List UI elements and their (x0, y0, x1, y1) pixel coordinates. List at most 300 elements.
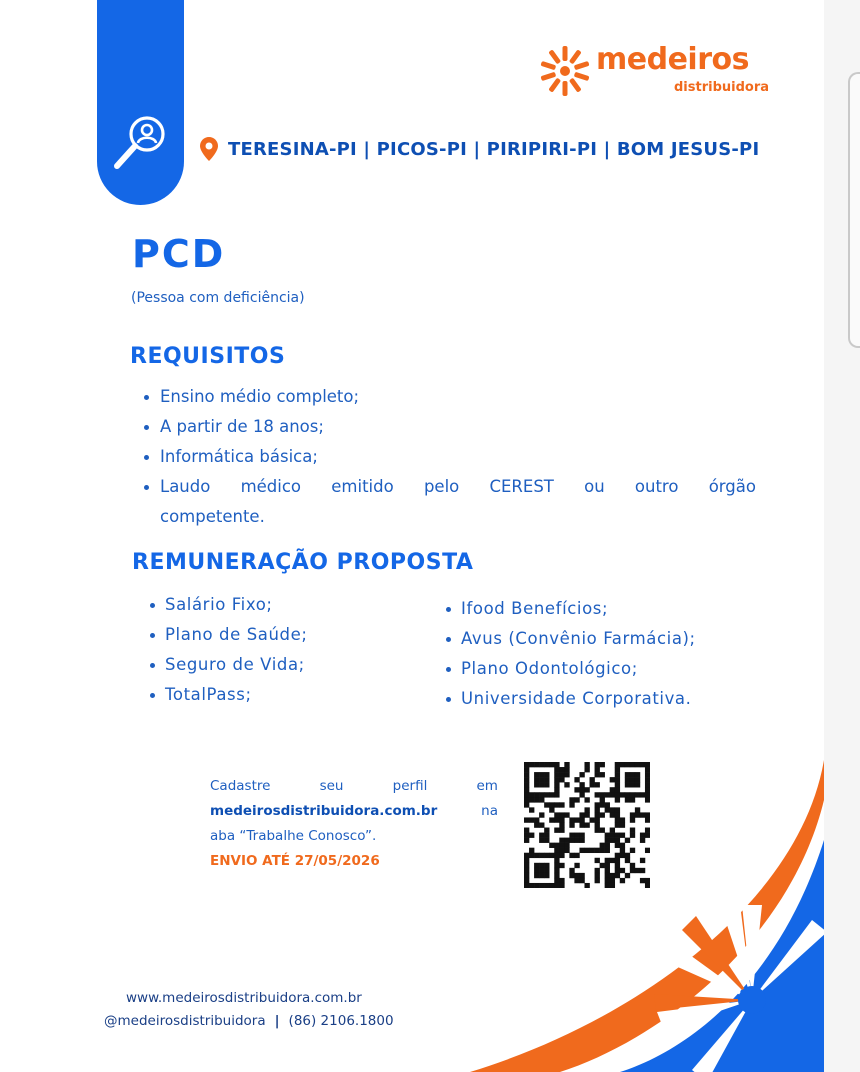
qr-module (574, 878, 579, 883)
qr-module (605, 848, 610, 853)
word: órgão (708, 477, 756, 496)
qr-module (574, 863, 579, 868)
qr-module (645, 792, 650, 797)
qr-module (600, 843, 605, 848)
qr-module (640, 762, 645, 767)
qr-module (600, 797, 605, 802)
qr-module (559, 772, 564, 777)
qr-module (635, 868, 640, 873)
logo-burst-icon (538, 44, 592, 98)
qr-module (529, 817, 534, 822)
qr-module (610, 777, 615, 782)
qr-module (529, 833, 534, 838)
qr-module (605, 843, 610, 848)
qr-module (620, 868, 625, 873)
qr-module (600, 828, 605, 833)
qr-module (539, 812, 544, 817)
qr-module (544, 883, 549, 888)
list-item: Informática básica; (140, 442, 756, 472)
qr-module (620, 762, 625, 767)
qr-module (529, 792, 534, 797)
cta-line (210, 799, 498, 824)
qr-module (635, 807, 640, 812)
qr-module (620, 822, 625, 827)
list-item: Seguro de Vida; (146, 650, 308, 680)
qr-module (645, 797, 650, 802)
person-search-icon (109, 112, 173, 176)
qr-module (584, 767, 589, 772)
brand-name: medeiros (596, 42, 749, 77)
qr-module (579, 812, 584, 817)
qr-module (534, 868, 539, 873)
qr-module (605, 838, 610, 843)
qr-module (615, 782, 620, 787)
qr-module (534, 777, 539, 782)
qr-module (615, 797, 620, 802)
qr-module (584, 822, 589, 827)
qr-module (539, 782, 544, 787)
qr-module (590, 848, 595, 853)
city-list: TERESINA-PI | PICOS-PI | PIRIPIRI-PI | BOM JESUS-PI (228, 138, 760, 160)
qr-module (544, 777, 549, 782)
qr-module (569, 833, 574, 838)
qr-module (544, 873, 549, 878)
qr-module (534, 762, 539, 767)
qr-module (625, 858, 630, 863)
qr-module (640, 868, 645, 873)
word: pelo (423, 477, 460, 496)
qr-module (544, 782, 549, 787)
qr-module (645, 777, 650, 782)
qr-module (569, 817, 574, 822)
qr-module (569, 838, 574, 843)
qr-module (595, 878, 600, 883)
qr-module (524, 762, 529, 767)
qr-module (554, 863, 559, 868)
qr-module (574, 787, 579, 792)
qr-module (620, 792, 625, 797)
qr-module (605, 868, 610, 873)
qr-module (579, 792, 584, 797)
qr-module (554, 858, 559, 863)
qr-module (524, 787, 529, 792)
qr-module (595, 873, 600, 878)
qr-module (615, 873, 620, 878)
qr-module (559, 883, 564, 888)
qr-module (620, 833, 625, 838)
qr-module (529, 797, 534, 802)
qr-module (584, 848, 589, 853)
qr-module (610, 807, 615, 812)
qr-module (554, 802, 559, 807)
qr-module (574, 817, 579, 822)
qr-module (584, 762, 589, 767)
qr-module (579, 787, 584, 792)
qr-module (600, 802, 605, 807)
qr-module (620, 853, 625, 858)
qr-module (554, 878, 559, 883)
qr-module (590, 777, 595, 782)
qr-module (630, 817, 635, 822)
qr-module (615, 792, 620, 797)
qr-module (554, 873, 559, 878)
qr-module (534, 883, 539, 888)
list-item: TotalPass; (146, 680, 308, 710)
qr-module (539, 797, 544, 802)
qr-module (559, 878, 564, 883)
qr-module (640, 878, 645, 883)
qr-module (579, 782, 584, 787)
qr-module (615, 858, 620, 863)
qr-module (564, 838, 569, 843)
qr-module (539, 833, 544, 838)
qr-module (625, 853, 630, 858)
qr-module (605, 873, 610, 878)
footer-separator: | (274, 1013, 280, 1029)
qr-module (534, 853, 539, 858)
qr-module (559, 817, 564, 822)
qr-module (645, 833, 650, 838)
qr-module (549, 843, 554, 848)
qr-module (539, 838, 544, 843)
qr-module (605, 833, 610, 838)
qr-module (554, 812, 559, 817)
qr-module (534, 817, 539, 822)
list-item: A partir de 18 anos; (140, 412, 756, 442)
qr-module (579, 817, 584, 822)
qr-module (584, 807, 589, 812)
qr-module (554, 868, 559, 873)
word: na (481, 803, 498, 819)
qr-module (559, 802, 564, 807)
qr-module (564, 843, 569, 848)
qr-module (595, 812, 600, 817)
qr-module (595, 817, 600, 822)
qr-module (549, 883, 554, 888)
qr-module (524, 833, 529, 838)
qr-module (590, 817, 595, 822)
qr-module (529, 853, 534, 858)
qr-module (640, 792, 645, 797)
qr-module (595, 782, 600, 787)
qr-module (615, 853, 620, 858)
qr-module (534, 863, 539, 868)
qr-module (600, 772, 605, 777)
qr-module (595, 772, 600, 777)
qr-module (544, 762, 549, 767)
list-item: Plano Odontológico; (442, 654, 696, 684)
qr-module (630, 828, 635, 833)
qr-module (524, 782, 529, 787)
qr-module (620, 878, 625, 883)
word: Cadastre (210, 778, 271, 794)
qr-module (615, 843, 620, 848)
qr-module (544, 792, 549, 797)
qr-module (574, 833, 579, 838)
qr-module (615, 812, 620, 817)
benefits-list-right (442, 594, 696, 714)
qr-module (579, 848, 584, 853)
qr-module (524, 767, 529, 772)
qr-module (554, 772, 559, 777)
word: outro (634, 477, 679, 496)
qr-module (569, 802, 574, 807)
qr-module (544, 833, 549, 838)
qr-module (564, 772, 569, 777)
qr-module (559, 853, 564, 858)
word: Laudo (160, 477, 211, 496)
qr-module (559, 822, 564, 827)
qr-module (615, 767, 620, 772)
qr-module (640, 812, 645, 817)
qr-module (524, 817, 529, 822)
qr-module (620, 817, 625, 822)
qr-module (559, 843, 564, 848)
scrollbar-thumb[interactable] (848, 72, 860, 348)
qr-module (610, 828, 615, 833)
qr-module (630, 833, 635, 838)
qr-module (610, 792, 615, 797)
qr-module (630, 772, 635, 777)
qr-module (595, 868, 600, 873)
qr-module (630, 792, 635, 797)
qr-module (554, 848, 559, 853)
qr-module (584, 787, 589, 792)
qr-module (574, 777, 579, 782)
job-title: PCD (132, 232, 226, 276)
qr-module (544, 863, 549, 868)
qr-module (559, 767, 564, 772)
qr-module (539, 853, 544, 858)
benefits-list-left (146, 590, 308, 710)
list-item: Avus (Convênio Farmácia); (442, 624, 696, 654)
qr-module (630, 868, 635, 873)
qr-module (615, 787, 620, 792)
qr-module (645, 772, 650, 777)
qr-module (549, 762, 554, 767)
instagram-handle[interactable]: @medeirosdistribuidora (104, 1013, 266, 1029)
website-link[interactable]: medeirosdistribuidora.com.br (210, 803, 438, 819)
qr-module (610, 858, 615, 863)
qr-module (630, 812, 635, 817)
qr-module (595, 807, 600, 812)
qr-module (584, 797, 589, 802)
qr-module (534, 873, 539, 878)
qr-module (569, 853, 574, 858)
qr-module (610, 787, 615, 792)
qr-module (625, 782, 630, 787)
qr-module (630, 782, 635, 787)
qr-module (615, 772, 620, 777)
qr-module (564, 782, 569, 787)
qr-module (549, 853, 554, 858)
application-instructions (210, 774, 498, 874)
qr-module (600, 762, 605, 767)
list-item: Ensino médio completo; (140, 382, 756, 412)
qr-module (569, 797, 574, 802)
qr-module (539, 863, 544, 868)
qr-module (645, 848, 650, 853)
qr-module (554, 762, 559, 767)
cta-line: aba “Trabalhe Conosco”. (210, 828, 377, 844)
qr-module (645, 787, 650, 792)
qr-module (579, 878, 584, 883)
qr-module (524, 853, 529, 858)
qr-module (635, 792, 640, 797)
qr-module (615, 822, 620, 827)
qr-module (620, 848, 625, 853)
qr-module (584, 883, 589, 888)
qr-module (524, 883, 529, 888)
qr-module (605, 807, 610, 812)
qr-module (574, 873, 579, 878)
requirements-list (140, 382, 756, 532)
qr-module (559, 812, 564, 817)
qr-module (554, 777, 559, 782)
qr-module (595, 767, 600, 772)
qr-module (544, 853, 549, 858)
qr-module (529, 848, 534, 853)
qr-module (559, 863, 564, 868)
qr-module (544, 828, 549, 833)
qr-module (595, 802, 600, 807)
qr-module (564, 812, 569, 817)
qr-module (569, 822, 574, 827)
qr-module (645, 782, 650, 787)
qr-module (600, 848, 605, 853)
qr-module (544, 838, 549, 843)
list-item (140, 472, 756, 532)
qr-module (615, 833, 620, 838)
qr-module (539, 873, 544, 878)
qr-module (615, 863, 620, 868)
qr-module (595, 822, 600, 827)
qr-module (554, 792, 559, 797)
qr-module (625, 838, 630, 843)
word: perfil (392, 778, 428, 794)
qr-module (539, 762, 544, 767)
footer-website[interactable]: www.medeirosdistribuidora.com.br (126, 990, 362, 1006)
qr-module (645, 828, 650, 833)
qr-module (569, 873, 574, 878)
qr-module (529, 883, 534, 888)
qr-module (595, 828, 600, 833)
qr-module (549, 807, 554, 812)
qr-module (615, 807, 620, 812)
word: emitido (331, 477, 394, 496)
qr-module (559, 838, 564, 843)
qr-module (559, 828, 564, 833)
qr-module (620, 843, 625, 848)
qr-module (610, 833, 615, 838)
qr-module (529, 762, 534, 767)
qr-module (539, 777, 544, 782)
qr-module (630, 762, 635, 767)
list-item: Universidade Corporativa. (442, 684, 696, 714)
qr-module (605, 802, 610, 807)
qr-module (559, 777, 564, 782)
qr-module (610, 838, 615, 843)
word: CEREST (489, 477, 554, 496)
list-item-line: competente. (160, 507, 265, 526)
qr-module (539, 792, 544, 797)
company-logo (538, 42, 770, 100)
qr-module (610, 878, 615, 883)
brand-subtitle: distribuidora (674, 80, 770, 95)
qr-module (630, 797, 635, 802)
qr-module (544, 802, 549, 807)
qr-module (605, 792, 610, 797)
qr-module (524, 878, 529, 883)
header-badge (97, 0, 184, 205)
qr-module (625, 792, 630, 797)
qr-module (595, 858, 600, 863)
qr-module (539, 868, 544, 873)
qr-module (630, 777, 635, 782)
qr-module (595, 792, 600, 797)
qr-module (645, 817, 650, 822)
qr-module (600, 863, 605, 868)
qr-module (610, 812, 615, 817)
qr-module (524, 868, 529, 873)
qr-module (635, 772, 640, 777)
qr-module (595, 762, 600, 767)
qr-module (564, 762, 569, 767)
locations-line (200, 137, 759, 161)
qr-module (605, 863, 610, 868)
qr-module (574, 838, 579, 843)
requirements-heading: REQUISITOS (130, 344, 286, 369)
job-subtitle: (Pessoa com deficiência) (131, 290, 305, 306)
qr-module (539, 772, 544, 777)
list-item: Salário Fixo; (146, 590, 308, 620)
qr-module (640, 858, 645, 863)
qr-module (645, 883, 650, 888)
phone-number[interactable]: (86) 2106.1800 (288, 1013, 394, 1029)
qr-module (610, 883, 615, 888)
qr-module (584, 812, 589, 817)
qr-module (554, 767, 559, 772)
qr-module (564, 767, 569, 772)
qr-module (600, 812, 605, 817)
qr-module (564, 848, 569, 853)
qr-module (524, 838, 529, 843)
deadline-text: ENVIO ATÉ 27/05/2026 (210, 853, 380, 869)
qr-module (554, 828, 559, 833)
qr-module (534, 797, 539, 802)
qr-module (605, 878, 610, 883)
qr-module (559, 848, 564, 853)
qr-module (524, 802, 529, 807)
word: seu (319, 778, 344, 794)
qr-module (635, 762, 640, 767)
qr-module (524, 797, 529, 802)
qr-module (579, 873, 584, 878)
qr-module (605, 883, 610, 888)
qr-module (640, 838, 645, 843)
qr-module (524, 873, 529, 878)
qr-module (625, 772, 630, 777)
qr-code[interactable] (524, 762, 650, 888)
qr-module (549, 817, 554, 822)
map-pin-icon (200, 137, 218, 161)
qr-module (524, 772, 529, 777)
qr-module (554, 817, 559, 822)
word: ou (584, 477, 605, 496)
footer-contacts (104, 1013, 394, 1029)
qr-module (549, 802, 554, 807)
qr-module (625, 777, 630, 782)
